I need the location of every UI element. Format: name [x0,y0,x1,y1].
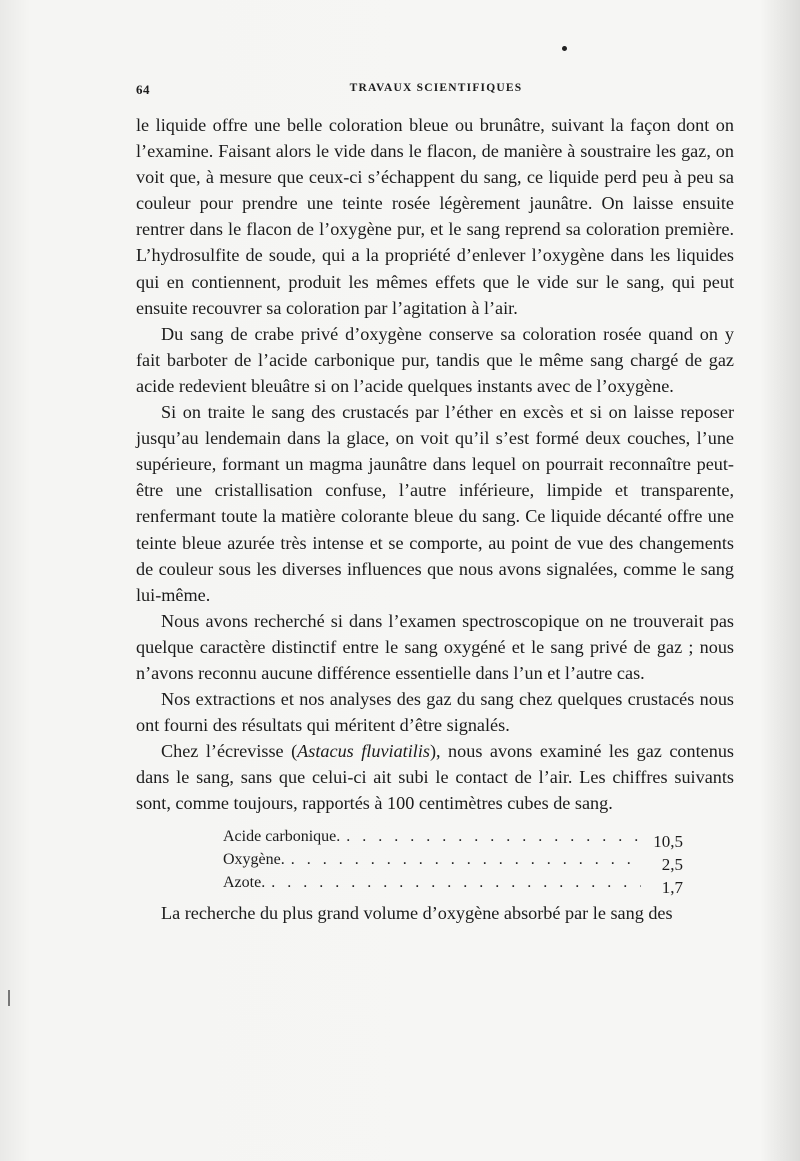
running-header [136,82,736,98]
paragraph-6-end: ), nous avons examiné les gaz contenus dans le sang, sans que celui-ci ait subi le contact de l’air. Les chiffres suivants sont, comme toujours, rapportés à 100 centimètres cubes de sang. [136,741,734,814]
gas-value: 10,5 [653,831,683,851]
margin-mark [8,990,10,1006]
running-title: TRAVAUX SCIENTIFIQUES [349,82,523,94]
species-name: Astacus fluviatilis [297,741,430,762]
gas-row [223,871,683,897]
gas-row [223,848,683,874]
paragraph-7: La recherche du plus grand volume d’oxygène absorbé par le sang des [161,902,673,923]
paragraph-6-start: Chez l’écrevisse ( [161,741,298,762]
page-number: 64 [136,82,150,97]
paragraph-4: Nous avons recherché si dans l’examen spectroscopique on ne trouverait pas quelque caractère distinctif entre le sang oxygéné et le sang privé de gaz ; nous n’avons reconnu aucune différence essentielle dans l’un et l’autre cas. [136,610,734,683]
gas-label: Azote. [223,873,266,891]
gas-value: 2,5 [661,854,683,874]
gas-label: Acide carbonique. [223,827,341,845]
paragraph-1: le liquide offre une belle coloration bleue ou brunâtre, suivant la façon dont on l’examine. Faisant alors le vide dans le flacon, de manière à soustraire les gaz, on voit que, à mesure que ceux-ci s’échappent du sang, ce liquide perd peu à peu sa couleur pour prendre une teinte rosée légèrement jaunâtre. On laisse ensuite rentrer dans le flacon de l’oxygène pur, et le sang reprend sa coloration première. L’hydrosulfite de soude, qui a la propriété d’enlever l’oxygène dans les liquides qui en contiennent, produit les mêmes effets que le vide sur le sang, qui peut ensuite recouvrer sa coloration par l’agitation à l’air. [136,115,734,318]
gas-value: 1,7 [661,877,683,897]
gas-label: Oxygène. [223,850,285,868]
dot-leader [346,826,641,848]
paragraph-3: Si on traite le sang des crustacés par l’éther en excès et si on laisse reposer jusqu’au lendemain dans la glace, on voit qu’il s’est formé deux couches, l’une supérieure, formant un magma jaunâtre dans lequel on pourrait reconnaître peut-être une cristallisation confuse, l’autre inférieure, limpide et transparente, renfermant toute la matière colorante bleue du sang. Ce liquide décanté offre une teinte bleue azurée très intense et se comporte, au point de vue des changements de couleur sous les diverses influences que nous avons signalées, comme le sang lui-même. [136,402,734,605]
paragraph-5: Nos extractions et nos analyses des gaz du sang chez quelques crustacés nous ont fourni des résultats qui méritent d’être signalés. [136,689,734,736]
paragraph-6 [136,738,734,816]
body-text [136,112,734,926]
gas-table [223,825,683,897]
dot-leader [271,872,641,894]
paragraph-2: Du sang de crabe privé d’oxygène conserve sa coloration rosée quand on y fait barboter de l’acide carbonique pur, tandis que le même sang chargé de gaz acide redevient bleuâtre si on l’acide quelques instants avec de l’oxygène. [136,323,734,396]
ink-dot [562,46,567,51]
gas-row [223,825,683,851]
dot-leader [291,849,641,871]
